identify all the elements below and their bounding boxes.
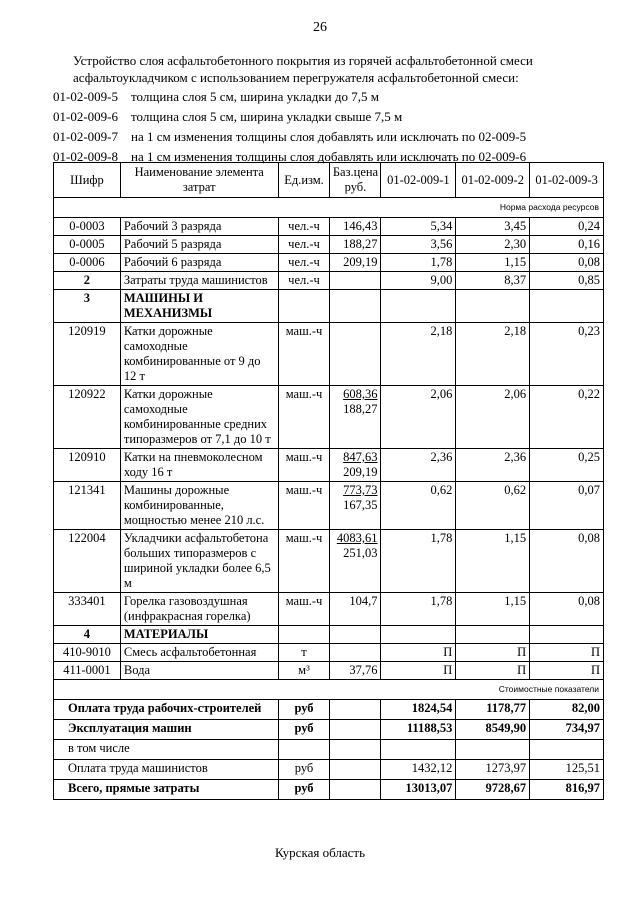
table-row (54, 254, 604, 272)
code-desc: толщина слоя 5 см, ширина укладки свыше 7,5 м (131, 109, 403, 124)
cost-label: Стоимостные показатели (54, 680, 604, 700)
cost-value: 734,97 (530, 720, 604, 740)
cell-unit: маш.-ч (278, 449, 330, 482)
cell-unit: м³ (278, 662, 330, 680)
table-row (54, 530, 604, 593)
code-list (53, 87, 633, 167)
cost-name: в том числе (54, 740, 279, 760)
cell-code: 120919 (54, 323, 121, 386)
cell-value: 2,18 (381, 323, 456, 386)
cell-value: 0,85 (530, 272, 604, 290)
cell-name: Машины дорожные комбинированные, мощностью менее 210 л.с. (120, 482, 278, 530)
cell-value: 8,37 (456, 272, 530, 290)
cell-value: 1,15 (456, 593, 530, 626)
cost-value: 82,00 (530, 700, 604, 720)
cell-price (330, 593, 381, 626)
header-name: Наименование элемента затрат (120, 163, 278, 198)
cost-value: 1432,12 (381, 760, 456, 780)
cell-price (330, 530, 381, 593)
header-col1: 01-02-009-1 (381, 163, 456, 198)
cost-label-row (54, 680, 604, 700)
table-header-row (54, 163, 604, 198)
section-row (54, 626, 604, 644)
cost-value (530, 740, 604, 760)
cost-unit: руб (278, 720, 330, 740)
cost-value: 1273,97 (456, 760, 530, 780)
cell-value: П (456, 662, 530, 680)
footer-region: Курская область (274, 845, 365, 860)
header-price: Баз.цена руб. (330, 163, 381, 198)
table-row (54, 593, 604, 626)
cell-value: П (530, 662, 604, 680)
cost-row (54, 720, 604, 740)
cell-value: 9,00 (381, 272, 456, 290)
header-code: Шифр (54, 163, 121, 198)
cell-code: 120910 (54, 449, 121, 482)
cell-value: 2,06 (456, 386, 530, 449)
table-row (54, 386, 604, 449)
cell-unit: маш.-ч (278, 530, 330, 593)
table-row (54, 272, 604, 290)
cell-value: 0,08 (530, 530, 604, 593)
empty-cell (330, 290, 381, 323)
cell-unit: маш.-ч (278, 323, 330, 386)
cell-value: П (381, 644, 456, 662)
empty-cell (330, 740, 381, 760)
cell-value: 0,07 (530, 482, 604, 530)
section-code: 3 (54, 290, 121, 323)
cell-price (330, 323, 381, 386)
cell-value: П (530, 644, 604, 662)
section-title: МАТЕРИАЛЫ (120, 626, 278, 644)
cell-code: 0-0006 (54, 254, 121, 272)
cell-value: 2,06 (381, 386, 456, 449)
cell-code: 0-0003 (54, 218, 121, 236)
cell-price (330, 482, 381, 530)
empty-cell (330, 720, 381, 740)
code-list-item (53, 107, 633, 127)
price-primary: 773,73 (343, 483, 378, 497)
price-primary: 847,63 (343, 450, 378, 464)
empty-cell (381, 290, 456, 323)
cell-value: 0,25 (530, 449, 604, 482)
cell-code: 410-9010 (54, 644, 121, 662)
cell-name: Затраты труда машинистов (120, 272, 278, 290)
table-row (54, 662, 604, 680)
table-row (54, 449, 604, 482)
table-row (54, 236, 604, 254)
norm-label-row (54, 198, 604, 218)
cell-value: П (381, 662, 456, 680)
cost-row (54, 760, 604, 780)
header-col3: 01-02-009-3 (530, 163, 604, 198)
cell-unit: чел.-ч (278, 254, 330, 272)
cell-code: 411-0001 (54, 662, 121, 680)
cell-name: Рабочий 3 разряда (120, 218, 278, 236)
cell-name: Вода (120, 662, 278, 680)
cell-value: 1,78 (381, 593, 456, 626)
empty-cell (330, 626, 381, 644)
cell-code: 122004 (54, 530, 121, 593)
cell-code: 0-0005 (54, 236, 121, 254)
cell-price: 188,27 (330, 236, 381, 254)
cell-value: П (456, 644, 530, 662)
cell-value: 2,18 (456, 323, 530, 386)
cell-price: 209,19 (330, 254, 381, 272)
cell-unit: т (278, 644, 330, 662)
cell-name: Укладчики асфальтобетона больших типоразмеров с шириной укладки более 6,5 м (120, 530, 278, 593)
empty-cell (381, 626, 456, 644)
cell-name: Смесь асфальтобетонная (120, 644, 278, 662)
cost-unit: руб (278, 780, 330, 800)
cell-price (330, 644, 381, 662)
cell-value: 2,30 (456, 236, 530, 254)
cell-value: 0,24 (530, 218, 604, 236)
cell-code: 333401 (54, 593, 121, 626)
cost-name: Оплата труда машинистов (54, 760, 279, 780)
cell-price: 37,76 (330, 662, 381, 680)
cell-unit: чел.-ч (278, 272, 330, 290)
cell-value: 0,16 (530, 236, 604, 254)
resource-table (53, 162, 604, 800)
table-row (54, 482, 604, 530)
cell-unit: чел.-ч (278, 236, 330, 254)
code-desc: толщина слоя 5 см, ширина укладки до 7,5 м (131, 89, 379, 104)
table-row (54, 218, 604, 236)
code-desc: на 1 см изменения толщины слоя добавлять или исключать по 02-009-5 (131, 129, 527, 144)
cost-value: 1824,54 (381, 700, 456, 720)
cost-name: Эксплуатация машин (54, 720, 279, 740)
cell-value: 0,62 (381, 482, 456, 530)
cell-value: 5,34 (381, 218, 456, 236)
code-id: 01-02-009-5 (53, 89, 118, 104)
empty-cell (530, 626, 604, 644)
empty-cell (330, 760, 381, 780)
cost-value (381, 740, 456, 760)
empty-cell (278, 290, 330, 323)
cell-value: 0,08 (530, 254, 604, 272)
section-code: 4 (54, 626, 121, 644)
cost-value: 8549,90 (456, 720, 530, 740)
cell-name: Рабочий 5 разряда (120, 236, 278, 254)
cost-value: 816,97 (530, 780, 604, 800)
cost-unit (278, 740, 330, 760)
intro-text: Устройство слоя асфальтобетонного покрытия из горячей асфальтобетонной смеси асфальтоукладчиком с использованием перегружателя асфальтобетонной смеси: (73, 53, 533, 85)
cost-unit: руб (278, 700, 330, 720)
code-id: 01-02-009-6 (53, 109, 118, 124)
price-secondary: 188,27 (343, 402, 378, 416)
header-col2: 01-02-009-2 (456, 163, 530, 198)
empty-cell (530, 290, 604, 323)
price-primary: 104,7 (349, 594, 378, 608)
cost-value: 125,51 (530, 760, 604, 780)
cost-row (54, 700, 604, 720)
code-id: 01-02-009-7 (53, 129, 118, 144)
empty-cell (456, 626, 530, 644)
code-list-item (53, 87, 633, 107)
cost-unit: руб (278, 760, 330, 780)
empty-cell (456, 290, 530, 323)
cell-name: Катки на пневмоколесном ходу 16 т (120, 449, 278, 482)
cell-value: 1,78 (381, 254, 456, 272)
cell-value: 0,62 (456, 482, 530, 530)
section-row (54, 290, 604, 323)
empty-cell (330, 780, 381, 800)
section-title: МАШИНЫ И МЕХАНИЗМЫ (120, 290, 278, 323)
cell-value: 3,56 (381, 236, 456, 254)
cell-value: 2,36 (456, 449, 530, 482)
table-row (54, 323, 604, 386)
cost-value: 9728,67 (456, 780, 530, 800)
code-desc: на 1 см изменения толщины слоя добавлять или исключать по 02-009-6 (131, 149, 527, 164)
price-secondary: 167,35 (343, 498, 378, 512)
cell-unit: чел.-ч (278, 218, 330, 236)
price-primary: 608,36 (343, 387, 378, 401)
price-primary: 4083,61 (336, 531, 378, 545)
code-id: 01-02-009-8 (53, 149, 118, 164)
cell-value: 2,36 (381, 449, 456, 482)
cell-value: 3,45 (456, 218, 530, 236)
cell-name: Горелка газовоздушная (инфракрасная горелка) (120, 593, 278, 626)
cost-value (456, 740, 530, 760)
cell-code: 121341 (54, 482, 121, 530)
cost-value: 1178,77 (456, 700, 530, 720)
price-secondary: 251,03 (343, 546, 378, 560)
header-unit: Ед.изм. (278, 163, 330, 198)
cost-name: Всего, прямые затраты (54, 780, 279, 800)
page-number: 26 (313, 20, 327, 35)
cell-value: 0,23 (530, 323, 604, 386)
cell-name: Катки дорожные самоходные комбинированные от 9 до 12 т (120, 323, 278, 386)
norm-label: Норма расхода ресурсов (54, 198, 604, 218)
cost-value: 11188,53 (381, 720, 456, 740)
cell-code: 120922 (54, 386, 121, 449)
cell-price (330, 386, 381, 449)
cell-price (330, 449, 381, 482)
code-list-item (53, 127, 633, 147)
cell-name: Рабочий 6 разряда (120, 254, 278, 272)
empty-cell (330, 700, 381, 720)
cell-value: 1,15 (456, 530, 530, 593)
cell-value: 0,08 (530, 593, 604, 626)
cell-unit: маш.-ч (278, 482, 330, 530)
cell-unit: маш.-ч (278, 593, 330, 626)
cell-value: 1,78 (381, 530, 456, 593)
cell-name: Катки дорожные самоходные комбинированные средних типоразмеров от 7,1 до 10 т (120, 386, 278, 449)
cell-code: 2 (54, 272, 121, 290)
cell-value: 1,15 (456, 254, 530, 272)
empty-cell (278, 626, 330, 644)
cell-price: 146,43 (330, 218, 381, 236)
table-row (54, 644, 604, 662)
cost-row (54, 780, 604, 800)
cell-unit: маш.-ч (278, 386, 330, 449)
cell-price (330, 272, 381, 290)
cost-row (54, 740, 604, 760)
cost-value: 13013,07 (381, 780, 456, 800)
price-secondary: 209,19 (343, 465, 378, 479)
cell-value: 0,22 (530, 386, 604, 449)
cost-name: Оплата труда рабочих-строителей (54, 700, 279, 720)
